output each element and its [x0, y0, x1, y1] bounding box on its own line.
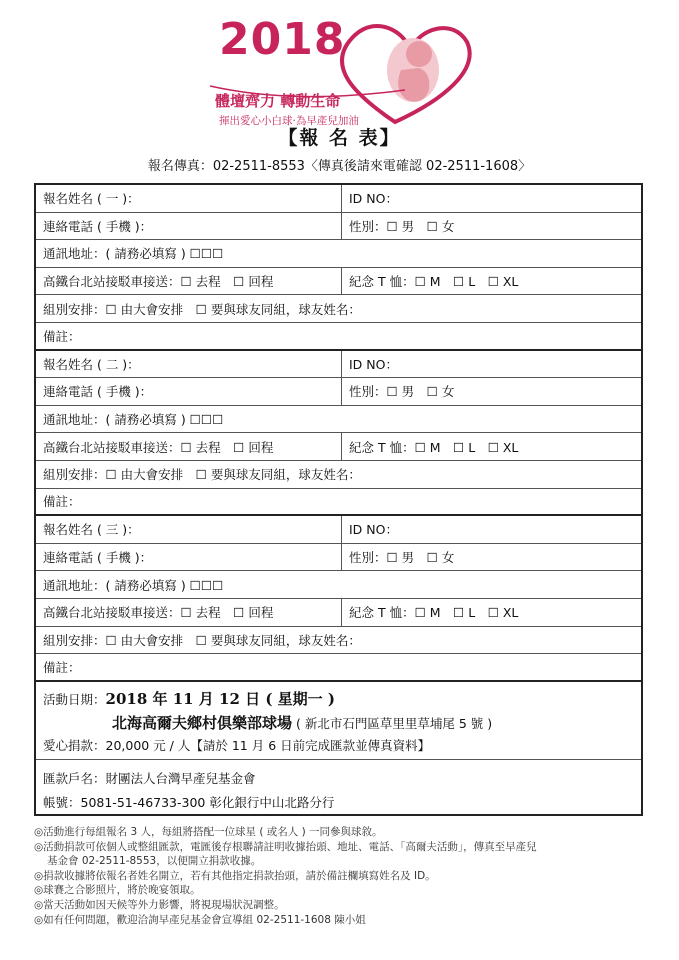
name-field-2[interactable]: 報名姓名 ( 二 )：: [43, 356, 140, 372]
remark-field-2[interactable]: 備註：: [43, 494, 81, 510]
address-field-3[interactable]: 通訊地址：( 請務必填寫 ) ☐☐☐: [43, 577, 224, 593]
group-row: [36, 627, 641, 655]
tshirt-field-3[interactable]: 紀念 T 恤：☐ M ☐ L ☐ XL: [341, 599, 641, 626]
donation-info: 愛心捐款：20,000 元 / 人【請於 11 月 6 日前完成匯款並傳真資料】: [43, 738, 431, 753]
note-item: ◎如有任何問題，歡迎洽詢早產兒基金會宣導組 02-2511-1608 陳小姐: [34, 913, 366, 926]
fax-line: 報名傳真：02-2511-8553〈傳真後請來電確認 02-2511-1608〉: [147, 159, 532, 174]
logo-year: 2018: [219, 14, 346, 65]
name-row: [36, 516, 641, 544]
name-row: [36, 185, 641, 213]
logo-slogan: 體壇齊力 轉動生命: [215, 92, 341, 110]
gender-field-3[interactable]: 性別：☐ 男 ☐ 女: [341, 544, 641, 571]
note-item: ◎活動進行每組報名 3 人，每組將搭配一位球星 ( 或名人 ) 一同參與球敘。: [34, 826, 383, 838]
note-item: ◎球賽之合影照片，將於晚宴領取。: [34, 884, 201, 897]
event-date-label: 活動日期：: [43, 692, 106, 707]
phone-field-2[interactable]: 連絡電話 ( 手機 )：: [43, 384, 153, 400]
event-venue: 北海高爾夫鄉村俱樂部球場: [112, 714, 293, 732]
name-field-1[interactable]: 報名姓名 ( 一 )：: [43, 191, 140, 207]
address-row: [36, 406, 641, 434]
logo-tagline: 揮出愛心小白球‧為早產兒加油: [219, 115, 359, 127]
bank-info: [36, 760, 641, 816]
phone-row: [36, 213, 641, 241]
tshirt-field-1[interactable]: 紀念 T 恤：☐ M ☐ L ☐ XL: [341, 268, 641, 295]
shuttle-row: [36, 599, 641, 627]
event-venue-address: ( 新北市石門區草里里草埔尾 5 號 ): [296, 716, 493, 731]
name-field-3[interactable]: 報名姓名 ( 三 )：: [43, 522, 140, 538]
address-field-1[interactable]: 通訊地址：( 請務必填寫 ) ☐☐☐: [43, 246, 224, 262]
gender-field-2[interactable]: 性別：☐ 男 ☐ 女: [341, 378, 641, 405]
id-field-3[interactable]: ID NO：: [341, 516, 641, 543]
phone-row: [36, 378, 641, 406]
address-row: [36, 240, 641, 268]
name-row: [36, 351, 641, 379]
tshirt-field-2[interactable]: 紀念 T 恤：☐ M ☐ L ☐ XL: [341, 433, 641, 460]
note-item: ◎活動捐款可依個人或整組匯款，電匯後存根聯請註明收據抬頭、地址、電話、「高爾夫活動」，傳真至早產兒: [34, 840, 537, 853]
id-field-2[interactable]: ID NO：: [341, 351, 641, 378]
remark-field-3[interactable]: 備註：: [43, 659, 81, 675]
group-row: [36, 295, 641, 323]
form-title: 【報 名 表】: [278, 127, 401, 149]
address-row: [36, 571, 641, 599]
address-field-2[interactable]: 通訊地址：( 請務必填寫 ) ☐☐☐: [43, 412, 224, 428]
event-info: [36, 681, 641, 760]
bank-account-number: 帳號：5081-51-46733-300 彰化銀行中山北路分行: [43, 795, 335, 810]
group-field-3[interactable]: 組別安排：☐ 由大會安排 ☐ 要與球友同組，球友姓名：: [43, 632, 361, 648]
remark-field-1[interactable]: 備註：: [43, 328, 81, 344]
remark-row: [36, 323, 641, 351]
note-item: ◎捐款收據將依報名者姓名開立，若有其他指定捐款抬頭，請於備註欄填寫姓名及 ID。: [34, 869, 436, 882]
bank-account-name: 匯款戶名：財團法人台灣早產兒基金會: [43, 771, 256, 786]
group-field-1[interactable]: 組別安排：☐ 由大會安排 ☐ 要與球友同組，球友姓名：: [43, 301, 361, 317]
event-date-line: [43, 688, 335, 709]
shuttle-row: [36, 268, 641, 296]
gender-field-1[interactable]: 性別：☐ 男 ☐ 女: [341, 213, 641, 240]
phone-row: [36, 544, 641, 572]
event-logo: [205, 10, 475, 125]
phone-field-1[interactable]: 連絡電話 ( 手機 )：: [43, 218, 153, 234]
shuttle-field-1[interactable]: 高鐵台北站接駁車接送：☐ 去程 ☐ 回程: [43, 274, 274, 290]
group-field-2[interactable]: 組別安排：☐ 由大會安排 ☐ 要與球友同組，球友姓名：: [43, 467, 361, 483]
shuttle-row: [36, 433, 641, 461]
note-item: ◎當天活動如因天候等外力影響，將視現場狀況調整。: [34, 898, 285, 911]
remark-row: [36, 654, 641, 682]
shuttle-field-2[interactable]: 高鐵台北站接駁車接送：☐ 去程 ☐ 回程: [43, 439, 274, 455]
id-field-1[interactable]: ID NO：: [341, 185, 641, 212]
remark-row: [36, 489, 641, 517]
shuttle-field-3[interactable]: 高鐵台北站接駁車接送：☐ 去程 ☐ 回程: [43, 605, 274, 621]
registration-form: [34, 183, 643, 816]
group-row: [36, 461, 641, 489]
phone-field-3[interactable]: 連絡電話 ( 手機 )：: [43, 550, 153, 566]
event-date-value: 2018 年 11 月 12 日 ( 星期一 ): [105, 690, 335, 708]
event-venue-line: [112, 712, 492, 733]
note-item: 基金會 02-2511-8553，以便開立捐款收據。: [47, 855, 262, 868]
notes-list: [34, 825, 654, 927]
